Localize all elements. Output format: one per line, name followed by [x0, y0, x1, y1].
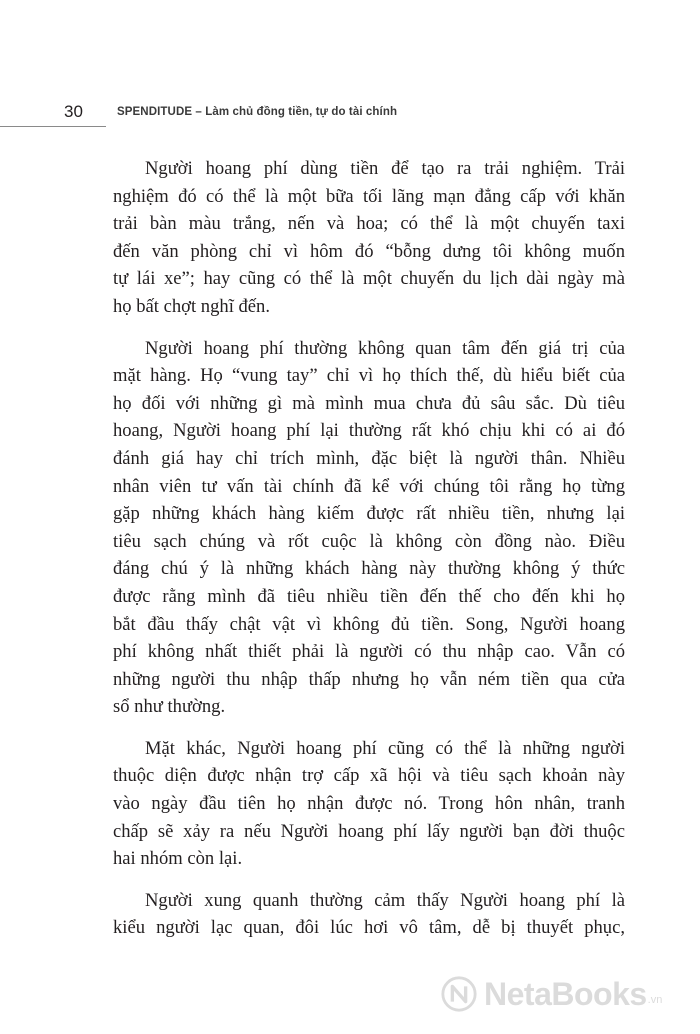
text-line: nghiệm đó có thể là một bữa tối lãng mạn đẳng cấp với khăn	[113, 185, 625, 207]
running-title: SPENDITUDE – Làm chủ đồng tiền, tự do tài chính	[117, 106, 398, 118]
text-line: thuộc diện được nhận trợ cấp xã hội và tiêu sạch khoản này	[113, 765, 625, 787]
text-line: hai nhóm còn lại.	[113, 848, 243, 870]
text-line: phí không nhất thiết phải là người có thu nhập cao. Vẫn có	[113, 641, 625, 663]
body-text	[113, 155, 625, 956]
text-line: sổ như thường.	[113, 696, 226, 718]
text-line: Người hoang phí thường không quan tâm đến giá trị của	[145, 337, 625, 359]
header-rule	[0, 126, 106, 127]
paragraph	[113, 155, 625, 321]
text-line: họ bất chợt nghĩ đến.	[113, 295, 271, 317]
text-line: họ đối với những gì mà mình mua chưa đủ sâu sắc. Dù tiêu	[113, 392, 625, 414]
watermark	[440, 972, 690, 1016]
netabooks-logo-icon	[440, 975, 478, 1013]
paragraph	[113, 335, 625, 721]
text-line: kiểu người lạc quan, đôi lúc hơi vô tâm, dễ bị thuyết phục,	[113, 917, 625, 939]
page-header	[0, 100, 700, 130]
text-line: nhân viên tư vấn tài chính đã kể với chúng tôi rằng họ từng	[113, 475, 625, 497]
text-line: Người xung quanh thường cảm thấy Người hoang phí là	[145, 889, 625, 911]
paragraph	[113, 887, 625, 942]
text-line: chấp sẽ xảy ra nếu Người hoang phí lấy người bạn đời thuộc	[113, 820, 625, 842]
text-line: Mặt khác, Người hoang phí cũng có thể là những người	[145, 737, 625, 759]
text-line: bắt đầu thấy chật vật vì không đủ tiền. Song, Người hoang	[113, 613, 625, 635]
text-line: đánh giá hay chỉ trích mình, đặc biệt là người thân. Nhiều	[113, 447, 625, 469]
text-line: vào ngày đầu tiên họ nhận được nó. Trong hôn nhân, tranh	[113, 793, 625, 815]
text-line: những người thu nhập thấp nhưng họ vẫn ném tiền qua cửa	[113, 668, 625, 690]
page-number: 30	[64, 102, 83, 121]
text-line: được rằng mình đã tiêu nhiều tiền đến thế cho đến khi họ	[113, 585, 625, 607]
text-line: mặt hàng. Họ “vung tay” chỉ vì họ thích thế, dù hiểu biết của	[113, 365, 625, 387]
text-line: Người hoang phí dùng tiền để tạo ra trải nghiệm. Trải	[145, 158, 625, 179]
text-line: tự lái xe”; hay cũng có thể là một chuyến du lịch dài ngày mà	[113, 268, 625, 290]
text-line: trải bàn màu trắng, nến và hoa; có thể là một chuyến taxi	[113, 213, 625, 235]
watermark-suffix: .vn	[647, 994, 663, 1006]
text-line: hoang, Người hoang phí lại thường rất khó chịu khi có ai đó	[113, 420, 625, 442]
watermark-text: NetaBooks	[484, 975, 647, 1012]
text-line: đến văn phòng chỉ vì hôm đó “bỗng dưng tôi không muốn	[113, 240, 625, 262]
paragraph	[113, 735, 625, 873]
text-line: gặp những khách hàng kiếm được rất nhiều tiền, nhưng lại	[113, 503, 625, 525]
text-line: đáng chú ý là những khách hàng này thường không ý thức	[113, 558, 625, 580]
text-line: tiêu sạch chúng và rốt cuộc là không còn đồng nào. Điều	[113, 530, 625, 552]
